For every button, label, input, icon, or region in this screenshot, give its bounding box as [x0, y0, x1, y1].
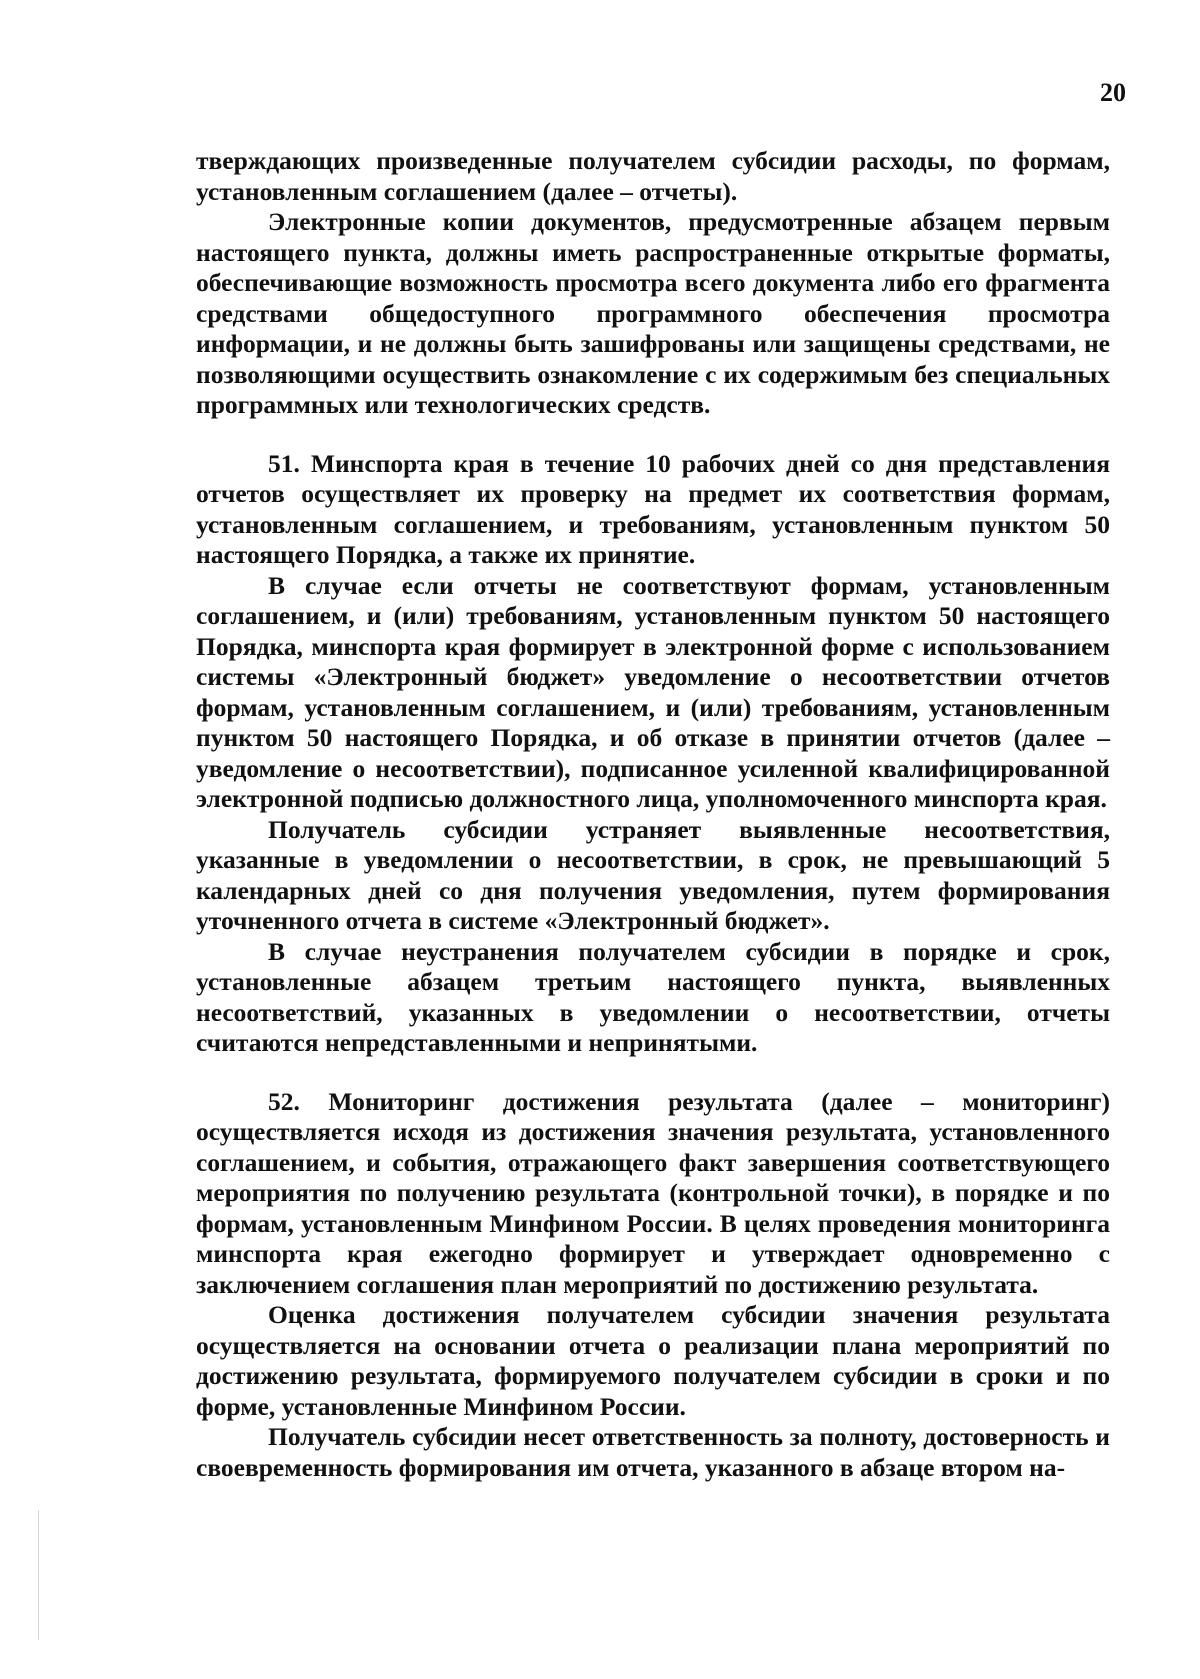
paragraph-continuation: тверждающих произведенные получателем субсидии расходы, по формам, установленным соглашением (далее – отчеты).	[196, 146, 1110, 206]
paragraph-result-assessment: Оценка достижения получателем субсидии значения результата осуществляется на основании отчета о реализации плана мероприятий по достижению результата, формируемого получателем субсидии в сроки и по форме, установленные Минфином России.	[196, 1300, 1110, 1421]
page-number: 20	[1100, 78, 1126, 107]
paragraph-responsibility: Получатель субсидии несет ответственность за полноту, достоверность и своевременность формирования им отчета, указанного в абзаце втором на-	[196, 1422, 1110, 1482]
paragraph-correction-deadline: Получатель субсидии устраняет выявленные несоответствия, указанные в уведомлении о несоответствии, в срок, не превышающий 5 календарных дней со дня получения уведомления, путем формирования уточненного отчета в системе «Электронный бюджет».	[196, 814, 1110, 935]
paragraph-electronic-copies: Электронные копии документов, предусмотренные абзацем первым настоящего пункта, должны иметь распространенные открытые форматы, обеспечивающие возможность просмотра всего документа либо его фрагмента средствами общедоступного программного обеспечения просмотра информации, и не должны быть зашифрованы или защищены средствами, не позволяющими осуществить ознакомление с их содержимым без специальных программных или технологических средств.	[196, 207, 1110, 419]
paragraph-item-51: 51. Минспорта края в течение 10 рабочих дней со дня представления отчетов осуществляет их проверку на предмет их соответствия формам, установленным соглашением, и требованиям, установленным пунктом 50 настоящего Порядка, а также их принятие.	[196, 448, 1110, 569]
paragraph-not-accepted: В случае неустранения получателем субсидии в порядке и срок, установленные абзацем третьим настоящего пункта, выявленных несоответствий, указанных в уведомлении о несоответствии, отчеты считаются непредставленными и непринятыми.	[196, 936, 1110, 1057]
paragraph-noncompliance-notice: В случае если отчеты не соответствуют формам, установленным соглашением, и (или) требованиям, установленным пунктом 50 настоящего Порядка, минспорта края формирует в электронной форме с использованием системы «Электронный бюджет» уведомление о несоответствии отчетов формам, установленным соглашением, и (или) требованиям, установленным пунктом 50 настоящего Порядка, и об отказе в принятии отчетов (далее – уведомление о несоответствии), подписанное усиленной квалифицированной электронной подписью должностного лица, уполномоченного минспорта края.	[196, 570, 1110, 813]
scan-edge-mark	[38, 1510, 39, 1640]
paragraph-item-52: 52. Мониторинг достижения результата (далее – мониторинг) осуществляется исходя из достижения значения результата, установленного соглашением, и события, отражающего факт завершения соответствующего мероприятия по получению результата (контрольной точки), в порядке и по формам, установленным Минфином России. В целях проведения мониторинга минспорта края ежегодно формирует и утверждает одновременно с заключением соглашения план мероприятий по достижению результата.	[196, 1086, 1110, 1299]
document-body	[196, 146, 1110, 1483]
